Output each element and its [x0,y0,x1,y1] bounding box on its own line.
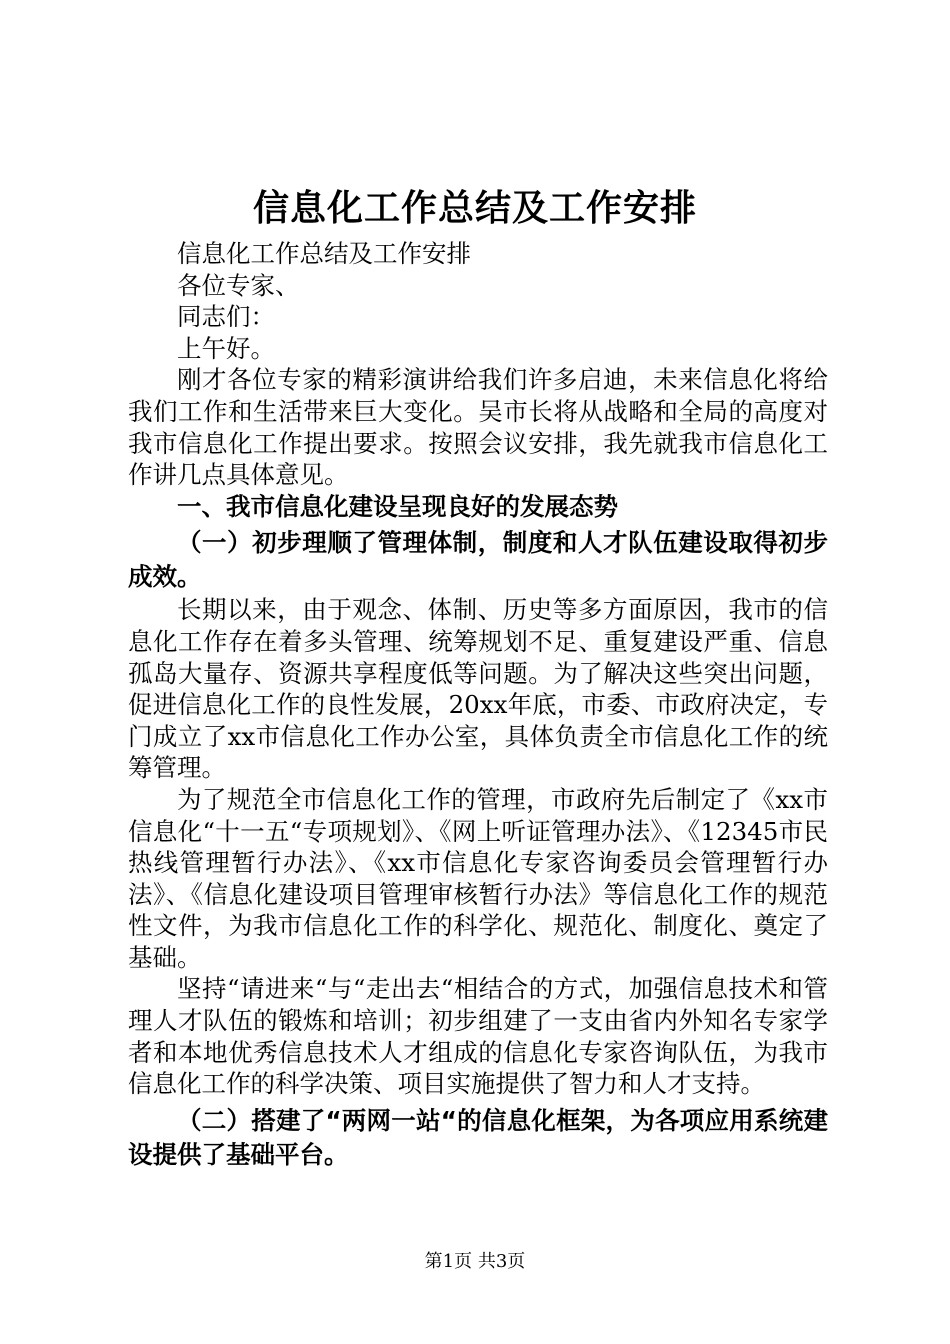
paragraph: 各位专家、 [177,270,300,300]
section-heading: 一、我市信息化建设呈现良好的发展态势 [177,491,618,521]
paragraph: 为了规范全市信息化工作的管理，市政府先后制定了《xx市信息化“十一五“专项规划》、《网上听证管理办法》、《12345市民热线管理暂行办法》、《xx市信息化专家咨询委员会管理暂行办法》、《信息化建设项目管理审核暂行办法》等信息化工作的规范性文件，为我市信息化工作的科学化、规范化、制度化、奠定了基础。 [128,784,828,972]
paragraph: 坚持“请进来“与“走出去“相结合的方式，加强信息技术和管理人才队伍的锻炼和培训；初步组建了一支由省内外知名专家学者和本地优秀信息技术人才组成的信息化专家咨询队伍，为我市信息化工作的科学决策、项目实施提供了智力和人才支持。 [128,974,828,1099]
subsection-heading: （一）初步理顺了管理体制，制度和人才队伍建设取得初步成效。 [128,528,828,592]
subsection-heading: （二）搭建了“两网一站“的信息化框架，为各项应用系统建设提供了基础平台。 [128,1105,828,1169]
paragraph: 同志们： [177,302,275,332]
paragraph: 信息化工作总结及工作安排 [177,239,471,268]
paragraph: 长期以来，由于观念、体制、历史等多方面原因，我市的信息化工作存在着多头管理、统筹规划不足、重复建设严重、信息孤岛大量存、资源共享程度低等问题。为了解决这些突出问题，促进信息化工作的良性发展，20xx年底，市委、市政府决定，专门成立了xx市信息化工作办公室，具体负责全市信息化工作的统筹管理。 [128,595,828,783]
paragraph: 刚才各位专家的精彩演讲给我们许多启迪，未来信息化将给我们工作和生活带来巨大变化。吴市长将从战略和全局的高度对我市信息化工作提出要求。按照会议安排，我先就我市信息化工作讲几点具体意见。 [128,365,828,490]
document-title: 信息化工作总结及工作安排 [252,188,697,229]
document-body [128,238,828,1172]
paragraph: 上午好。 [177,333,275,363]
page-footer: 第1页 共3页 [424,1251,526,1272]
